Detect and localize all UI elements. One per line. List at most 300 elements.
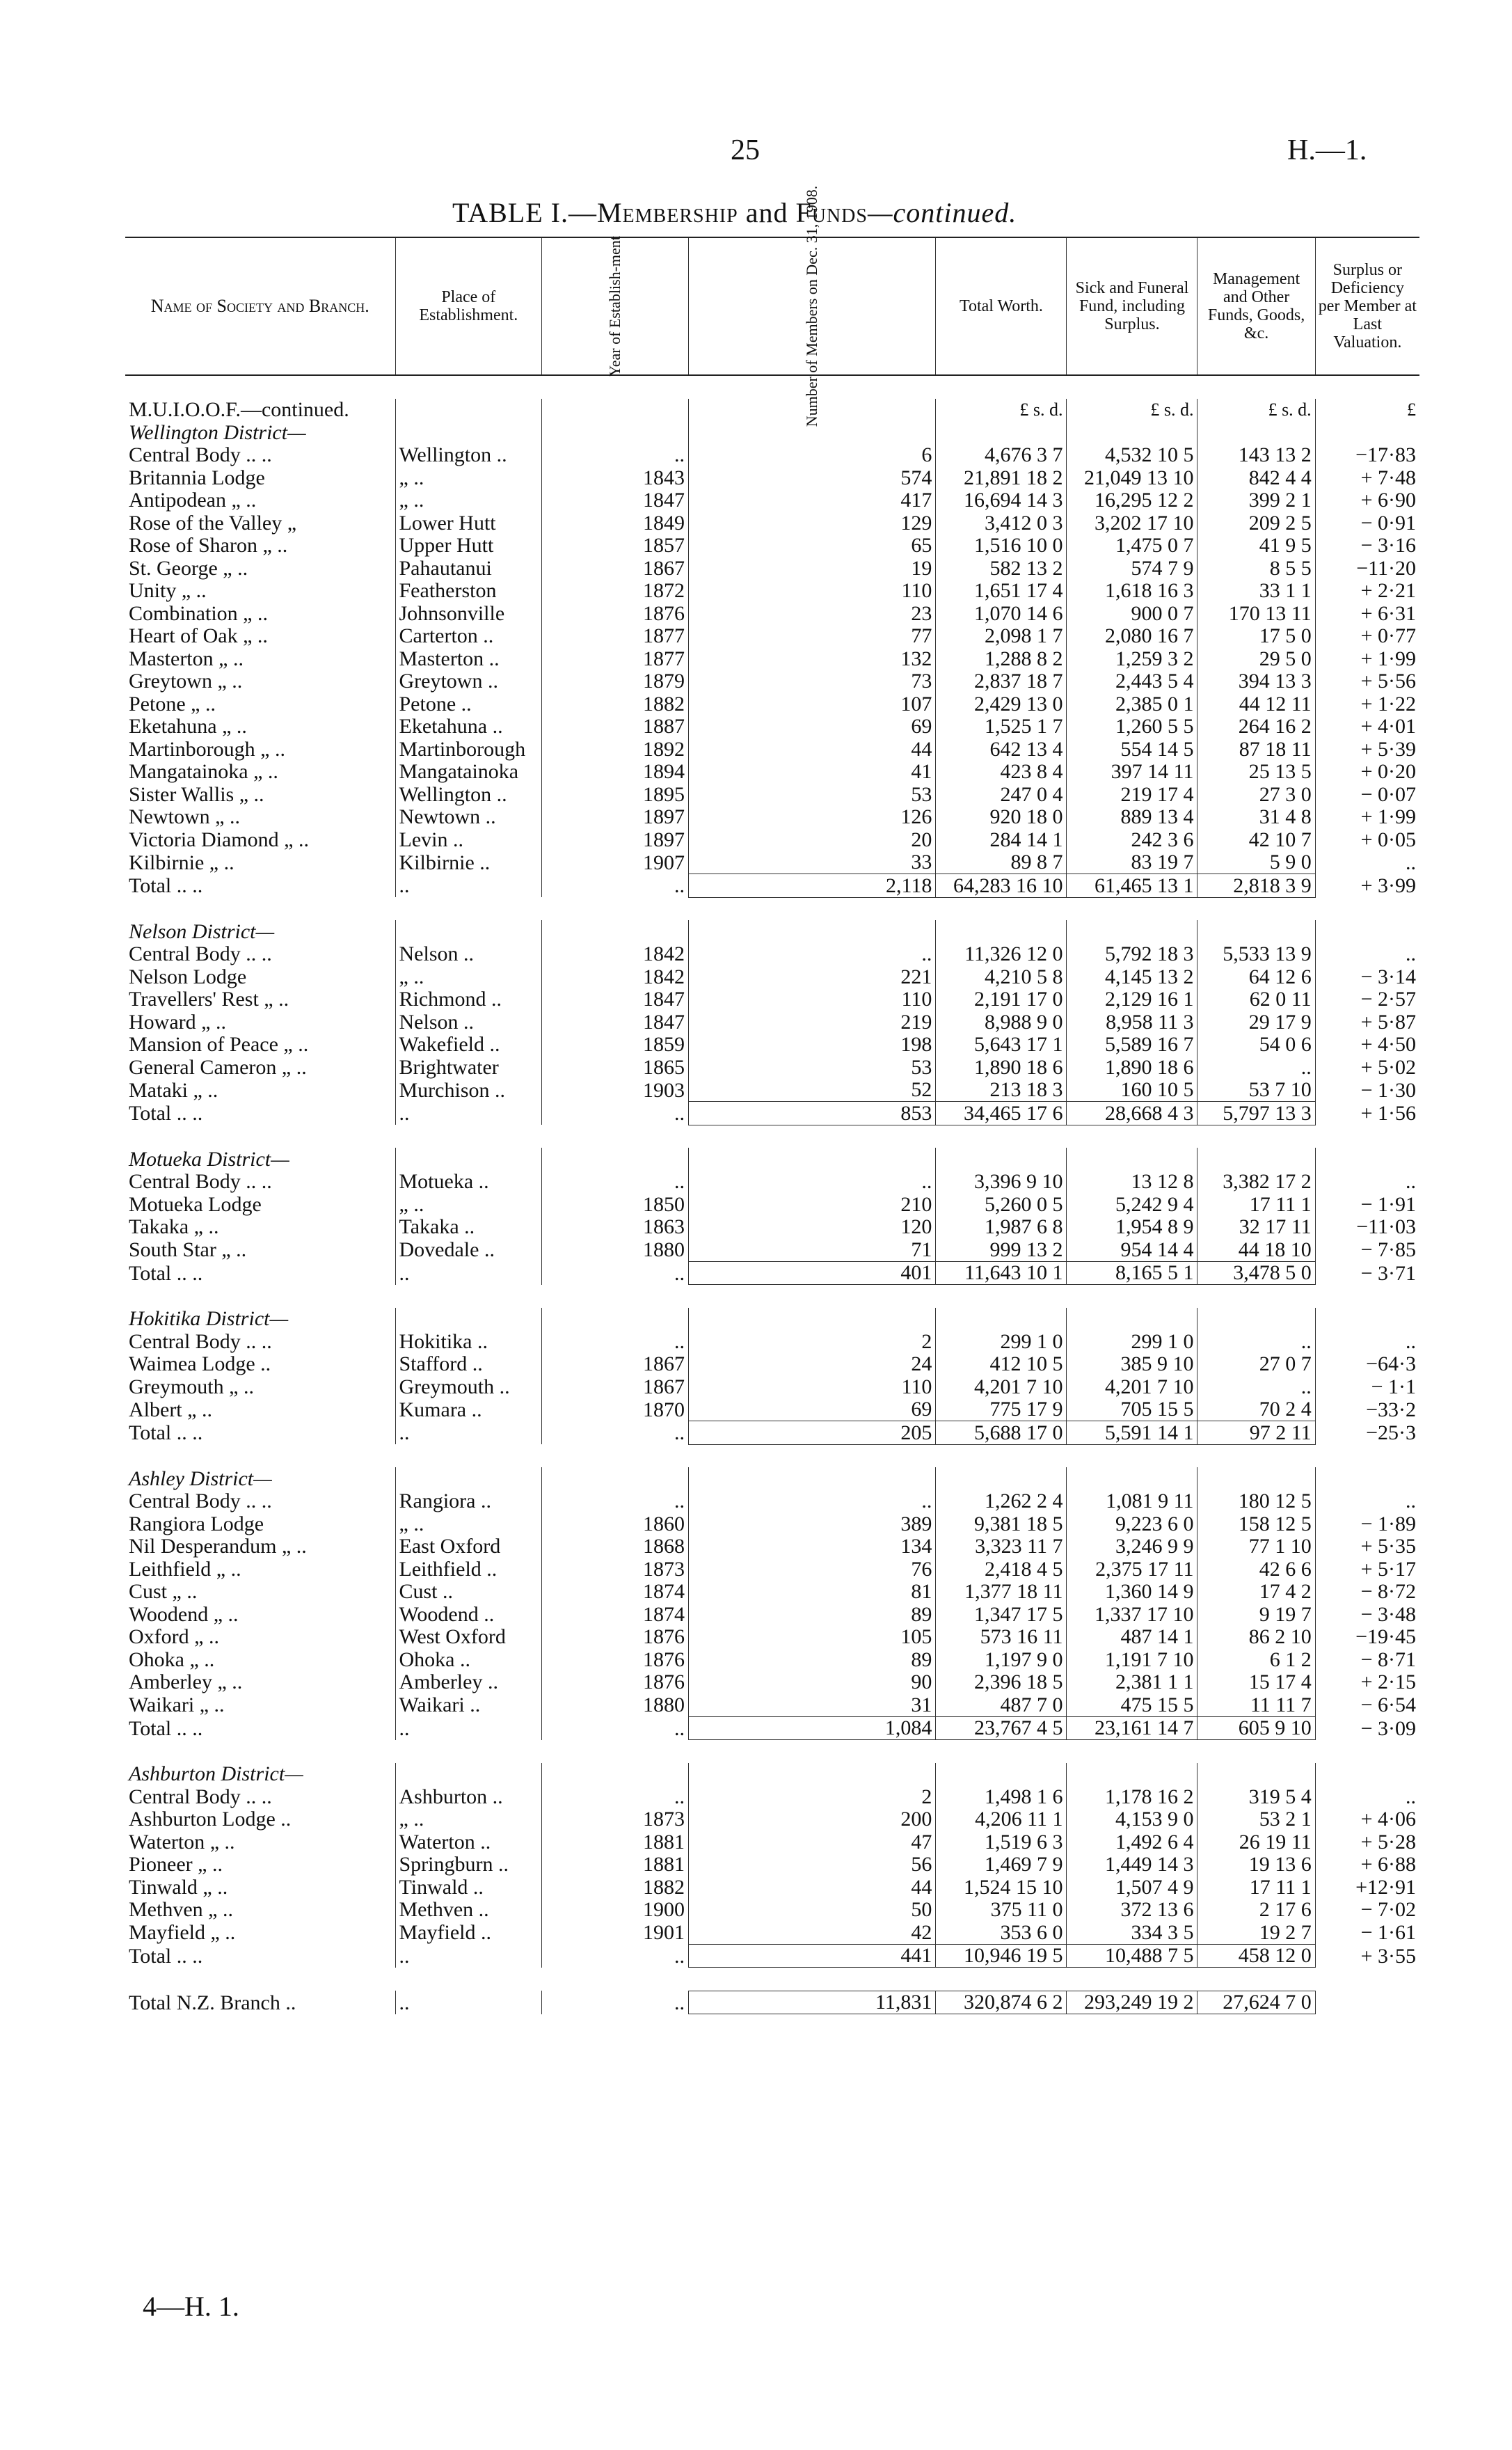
- cell-year: 1881: [542, 1831, 689, 1854]
- total-sick: 10,488 7 5: [1067, 1944, 1197, 1968]
- table-row: [125, 716, 1419, 738]
- district-title: Wellington District—: [129, 420, 306, 444]
- cell-year: 1867: [542, 1353, 689, 1376]
- cell-worth: 21,891 18 2: [936, 466, 1067, 489]
- cell-place: Waterton ..: [395, 1831, 542, 1854]
- cell-members: 47: [688, 1831, 935, 1854]
- cell-place: „ ..: [395, 1193, 542, 1216]
- cell-mgmt: 17 4 2: [1197, 1581, 1315, 1604]
- cell-members: 417: [688, 489, 935, 512]
- cell-place: Brightwater: [395, 1056, 542, 1079]
- cell-sick: 4,145 13 2: [1067, 965, 1197, 988]
- document-ref: H.—1.: [1287, 134, 1367, 166]
- grand-total-label: Total N.Z. Branch ..: [129, 1991, 296, 2014]
- cell-worth: 3,323 11 7: [936, 1535, 1067, 1558]
- cell-mgmt: 180 12 5: [1197, 1490, 1315, 1513]
- cell-members: 53: [688, 1056, 935, 1079]
- cell-place: Nelson ..: [395, 1011, 542, 1034]
- total-surplus: − 3·71: [1315, 1261, 1419, 1285]
- table-row: [125, 1603, 1419, 1626]
- branch-name: Victoria Diamond „ ..: [129, 828, 309, 851]
- cell-place: „ ..: [395, 1808, 542, 1831]
- cell-sick: 242 3 6: [1067, 828, 1197, 851]
- cell-sick: 160 10 5: [1067, 1079, 1197, 1102]
- cell-worth: 299 1 0: [936, 1330, 1067, 1353]
- cell-place: Murchison ..: [395, 1079, 542, 1102]
- cell-worth: 1,070 14 6: [936, 602, 1067, 625]
- total-sick: 23,161 14 7: [1067, 1716, 1197, 1740]
- cell-members: 2: [688, 1330, 935, 1353]
- cell-members: 120: [688, 1216, 935, 1239]
- cell-mgmt: 53 7 10: [1197, 1079, 1315, 1102]
- cell-worth: 247 0 4: [936, 783, 1067, 806]
- cell-sick: 13 12 8: [1067, 1171, 1197, 1194]
- branch-name: General Cameron „ ..: [129, 1055, 307, 1079]
- cell-members: 65: [688, 535, 935, 558]
- cell-sick: 3,246 9 9: [1067, 1535, 1197, 1558]
- district-total-row: [125, 1102, 1419, 1125]
- total-place: ..: [395, 1261, 542, 1285]
- district-header: [125, 421, 1419, 444]
- cell-surplus: + 4·06: [1315, 1808, 1419, 1831]
- cell-members: ..: [688, 1490, 935, 1513]
- cell-year: 1873: [542, 1558, 689, 1581]
- cell-surplus: + 5·87: [1315, 1011, 1419, 1034]
- cell-place: Upper Hutt: [395, 535, 542, 558]
- cell-mgmt: 209 2 5: [1197, 512, 1315, 535]
- total-sick: 5,591 14 1: [1067, 1421, 1197, 1445]
- cell-year: 1859: [542, 1034, 689, 1057]
- cell-place: Pahautanui: [395, 557, 542, 580]
- cell-worth: 5,643 17 1: [936, 1034, 1067, 1057]
- cell-year: 1903: [542, 1079, 689, 1102]
- cell-mgmt: 17 11 1: [1197, 1193, 1315, 1216]
- cell-members: 110: [688, 1375, 935, 1398]
- cell-members: 42: [688, 1921, 935, 1944]
- cell-worth: 573 16 11: [936, 1626, 1067, 1649]
- cell-surplus: + 1·22: [1315, 693, 1419, 716]
- cell-mgmt: 170 13 11: [1197, 602, 1315, 625]
- cell-place: Petone ..: [395, 693, 542, 716]
- grand-total-row: [125, 1991, 1419, 2014]
- cell-sick: 574 7 9: [1067, 557, 1197, 580]
- cell-surplus: + 0·77: [1315, 625, 1419, 648]
- branch-name: Waikari „ ..: [129, 1693, 225, 1716]
- cell-year: 1865: [542, 1056, 689, 1079]
- cell-mgmt: ..: [1197, 1330, 1315, 1353]
- cell-place: Cust ..: [395, 1581, 542, 1604]
- cell-place: Takaka ..: [395, 1216, 542, 1239]
- cell-place: Wakefield ..: [395, 1034, 542, 1057]
- cell-sick: 1,178 16 2: [1067, 1785, 1197, 1808]
- cell-surplus: + 5·35: [1315, 1535, 1419, 1558]
- table-row: [125, 1353, 1419, 1376]
- cell-sick: 3,202 17 10: [1067, 512, 1197, 535]
- district-total-row: [125, 1261, 1419, 1285]
- cell-worth: 1,524 15 10: [936, 1876, 1067, 1899]
- cell-sick: 1,507 4 9: [1067, 1876, 1197, 1899]
- cell-surplus: ..: [1315, 943, 1419, 966]
- table-row: [125, 444, 1419, 467]
- cell-members: 89: [688, 1603, 935, 1626]
- cell-year: 1857: [542, 535, 689, 558]
- cell-year: 1850: [542, 1193, 689, 1216]
- cell-mgmt: 5,533 13 9: [1197, 943, 1315, 966]
- cell-place: Masterton ..: [395, 647, 542, 670]
- district-title: Nelson District—: [129, 919, 275, 943]
- table-row: [125, 1034, 1419, 1057]
- cell-year: ..: [542, 1490, 689, 1513]
- total-place: ..: [395, 1944, 542, 1968]
- total-place: ..: [395, 1102, 542, 1125]
- cell-mgmt: 25 13 5: [1197, 761, 1315, 784]
- cell-worth: 1,469 7 9: [936, 1854, 1067, 1876]
- branch-name: Rose of the Valley „: [129, 511, 297, 535]
- cell-year: 1877: [542, 647, 689, 670]
- cell-year: 1876: [542, 602, 689, 625]
- cell-year: 1847: [542, 489, 689, 512]
- total-surplus: + 3·55: [1315, 1944, 1419, 1968]
- branch-name: Central Body .. ..: [129, 1170, 272, 1193]
- table-row: [125, 580, 1419, 603]
- branch-name: Combination „ ..: [129, 601, 268, 625]
- branch-name: Ohoka „ ..: [129, 1647, 215, 1671]
- cell-year: 1860: [542, 1512, 689, 1535]
- cell-sick: 900 0 7: [1067, 602, 1197, 625]
- total-members: 205: [688, 1421, 935, 1445]
- grand-total-worth: 320,874 6 2: [936, 1991, 1067, 2014]
- cell-year: 1879: [542, 670, 689, 693]
- district-header: [125, 1148, 1419, 1171]
- district-title: Motueka District—: [129, 1147, 289, 1171]
- cell-sick: 372 13 6: [1067, 1899, 1197, 1922]
- cell-year: 1870: [542, 1398, 689, 1421]
- cell-worth: 775 17 9: [936, 1398, 1067, 1421]
- cell-mgmt: 19 2 7: [1197, 1921, 1315, 1944]
- cell-place: „ ..: [395, 965, 542, 988]
- cell-place: Motueka ..: [395, 1171, 542, 1194]
- cell-surplus: − 1·61: [1315, 1921, 1419, 1944]
- branch-name: Albert „ ..: [129, 1398, 212, 1421]
- cell-place: Kilbirnie ..: [395, 851, 542, 874]
- cell-place: Waikari ..: [395, 1693, 542, 1716]
- cell-mgmt: 27 3 0: [1197, 783, 1315, 806]
- cell-worth: 4,676 3 7: [936, 444, 1067, 467]
- total-members: 1,084: [688, 1716, 935, 1740]
- cell-mgmt: 41 9 5: [1197, 535, 1315, 558]
- cell-worth: 1,987 6 8: [936, 1216, 1067, 1239]
- cell-members: 23: [688, 602, 935, 625]
- cell-mgmt: 394 13 3: [1197, 670, 1315, 693]
- cell-worth: 1,288 8 2: [936, 647, 1067, 670]
- table-row: [125, 535, 1419, 558]
- total-sick: 28,668 4 3: [1067, 1102, 1197, 1125]
- cell-place: Nelson ..: [395, 943, 542, 966]
- cell-year: 1868: [542, 1535, 689, 1558]
- cell-surplus: ..: [1315, 851, 1419, 874]
- cell-sick: 299 1 0: [1067, 1330, 1197, 1353]
- cell-worth: 999 13 2: [936, 1238, 1067, 1261]
- cell-worth: 4,201 7 10: [936, 1375, 1067, 1398]
- cell-year: 1877: [542, 625, 689, 648]
- cell-members: 110: [688, 580, 935, 603]
- cell-year: 1901: [542, 1921, 689, 1944]
- branch-name: Mansion of Peace „ ..: [129, 1033, 309, 1056]
- cell-place: Carterton ..: [395, 625, 542, 648]
- cell-sick: 83 19 7: [1067, 851, 1197, 874]
- table-row: [125, 965, 1419, 988]
- branch-name: Central Body .. ..: [129, 443, 272, 466]
- district-header: [125, 920, 1419, 943]
- branch-name: Greymouth „ ..: [129, 1375, 254, 1398]
- total-members: 401: [688, 1261, 935, 1285]
- cell-mgmt: 64 12 6: [1197, 965, 1315, 988]
- cell-year: 1874: [542, 1581, 689, 1604]
- cell-members: ..: [688, 943, 935, 966]
- cell-sick: 705 15 5: [1067, 1398, 1197, 1421]
- total-year: ..: [542, 1944, 689, 1968]
- branch-name: Ashburton Lodge ..: [129, 1808, 292, 1831]
- cell-sick: 2,080 16 7: [1067, 625, 1197, 648]
- cell-sick: 1,259 3 2: [1067, 647, 1197, 670]
- cell-sick: 2,443 5 4: [1067, 670, 1197, 693]
- cell-place: Wellington ..: [395, 444, 542, 467]
- cell-sick: 397 14 11: [1067, 761, 1197, 784]
- cell-surplus: + 2·15: [1315, 1671, 1419, 1694]
- cell-mgmt: 17 5 0: [1197, 625, 1315, 648]
- table-row: [125, 1808, 1419, 1831]
- branch-name: St. George „ ..: [129, 556, 248, 580]
- cell-sick: 5,792 18 3: [1067, 943, 1197, 966]
- district-header: [125, 1308, 1419, 1331]
- cell-worth: 1,525 1 7: [936, 716, 1067, 738]
- total-surplus: + 3·99: [1315, 874, 1419, 898]
- cell-surplus: −11·20: [1315, 557, 1419, 580]
- cell-place: Stafford ..: [395, 1353, 542, 1376]
- cell-sick: 4,153 9 0: [1067, 1808, 1197, 1831]
- cell-place: Greytown ..: [395, 670, 542, 693]
- table-row: [125, 1831, 1419, 1854]
- cell-surplus: − 8·71: [1315, 1648, 1419, 1671]
- cell-members: 132: [688, 647, 935, 670]
- cell-mgmt: 842 4 4: [1197, 466, 1315, 489]
- branch-name: Sister Wallis „ ..: [129, 782, 264, 806]
- table-row: [125, 828, 1419, 851]
- total-label: Total .. ..: [129, 1261, 203, 1285]
- cell-members: 52: [688, 1079, 935, 1102]
- total-worth: 10,946 19 5: [936, 1944, 1067, 1968]
- cell-surplus: + 5·17: [1315, 1558, 1419, 1581]
- cell-place: Greymouth ..: [395, 1375, 542, 1398]
- table-row: [125, 693, 1419, 716]
- table-row: [125, 1330, 1419, 1353]
- cell-sick: 385 9 10: [1067, 1353, 1197, 1376]
- cell-mgmt: 31 4 8: [1197, 806, 1315, 829]
- table-row: [125, 1899, 1419, 1922]
- cell-year: 1867: [542, 557, 689, 580]
- cell-place: Dovedale ..: [395, 1238, 542, 1261]
- cell-surplus: + 2·21: [1315, 580, 1419, 603]
- branch-name: Petone „ ..: [129, 692, 216, 716]
- cell-place: Ashburton ..: [395, 1785, 542, 1808]
- total-label: Total .. ..: [129, 1944, 203, 1968]
- cell-sick: 1,337 17 10: [1067, 1603, 1197, 1626]
- cell-worth: 9,381 18 5: [936, 1512, 1067, 1535]
- district-header: [125, 1763, 1419, 1786]
- units-mgmt: £ s. d.: [1197, 399, 1315, 422]
- cell-worth: 1,197 9 0: [936, 1648, 1067, 1671]
- cell-year: 1897: [542, 828, 689, 851]
- cell-members: 221: [688, 965, 935, 988]
- cell-year: ..: [542, 1785, 689, 1808]
- cell-sick: 1,890 18 6: [1067, 1056, 1197, 1079]
- branch-name: Waimea Lodge ..: [129, 1352, 271, 1375]
- cell-members: 574: [688, 466, 935, 489]
- cell-worth: 11,326 12 0: [936, 943, 1067, 966]
- cell-members: 31: [688, 1693, 935, 1716]
- cell-place: Mayfield ..: [395, 1921, 542, 1944]
- cell-place: Eketahuna ..: [395, 716, 542, 738]
- cell-members: 20: [688, 828, 935, 851]
- branch-name: Pioneer „ ..: [129, 1853, 223, 1876]
- col-place: Place of Establishment.: [395, 237, 542, 375]
- cell-members: 389: [688, 1512, 935, 1535]
- cell-sick: 219 17 4: [1067, 783, 1197, 806]
- cell-sick: 4,201 7 10: [1067, 1375, 1197, 1398]
- cell-members: 198: [688, 1034, 935, 1057]
- cell-surplus: + 6·31: [1315, 602, 1419, 625]
- cell-surplus: − 8·72: [1315, 1581, 1419, 1604]
- total-members: 441: [688, 1944, 935, 1968]
- cell-sick: 1,260 5 5: [1067, 716, 1197, 738]
- cell-worth: 5,260 0 5: [936, 1193, 1067, 1216]
- cell-surplus: + 5·56: [1315, 670, 1419, 693]
- total-place: ..: [395, 874, 542, 898]
- cell-worth: 1,262 2 4: [936, 1490, 1067, 1513]
- cell-sick: 334 3 5: [1067, 1921, 1197, 1944]
- cell-surplus: − 3·48: [1315, 1603, 1419, 1626]
- col-worth: Total Worth.: [936, 237, 1067, 375]
- cell-mgmt: 29 17 9: [1197, 1011, 1315, 1034]
- branch-name: Rose of Sharon „ ..: [129, 534, 288, 557]
- col-sick: Sick and Funeral Fund, including Surplus.: [1067, 237, 1197, 375]
- district-title: Ashburton District—: [129, 1762, 303, 1785]
- cell-members: 53: [688, 783, 935, 806]
- table-row: [125, 1558, 1419, 1581]
- cell-year: 1876: [542, 1648, 689, 1671]
- cell-year: 1842: [542, 965, 689, 988]
- cell-members: 41: [688, 761, 935, 784]
- cell-year: 1895: [542, 783, 689, 806]
- cell-worth: 16,694 14 3: [936, 489, 1067, 512]
- cell-year: 1880: [542, 1238, 689, 1261]
- table-row: [125, 557, 1419, 580]
- cell-mgmt: 11 11 7: [1197, 1693, 1315, 1716]
- total-year: ..: [542, 874, 689, 898]
- table-row: [125, 1079, 1419, 1102]
- cell-worth: 3,396 9 10: [936, 1171, 1067, 1194]
- cell-place: Kumara ..: [395, 1398, 542, 1421]
- cell-sick: 1,618 16 3: [1067, 580, 1197, 603]
- cell-mgmt: 42 6 6: [1197, 1558, 1315, 1581]
- branch-name: Heart of Oak „ ..: [129, 624, 268, 647]
- branch-name: Britannia Lodge: [129, 466, 265, 489]
- cell-surplus: +12·91: [1315, 1876, 1419, 1899]
- total-label: Total .. ..: [129, 874, 203, 897]
- cell-sick: 1,492 6 4: [1067, 1831, 1197, 1854]
- cell-mgmt: 44 12 11: [1197, 693, 1315, 716]
- cell-mgmt: ..: [1197, 1375, 1315, 1398]
- cell-members: 44: [688, 738, 935, 761]
- cell-sick: 5,242 9 4: [1067, 1193, 1197, 1216]
- cell-worth: 4,206 11 1: [936, 1808, 1067, 1831]
- cell-mgmt: 53 2 1: [1197, 1808, 1315, 1831]
- cell-surplus: + 4·01: [1315, 716, 1419, 738]
- cell-sick: 1,475 0 7: [1067, 535, 1197, 558]
- cell-worth: 920 18 0: [936, 806, 1067, 829]
- total-mgmt: 3,478 5 0: [1197, 1261, 1315, 1285]
- table-row: [125, 1671, 1419, 1694]
- total-mgmt: 97 2 11: [1197, 1421, 1315, 1445]
- cell-surplus: ..: [1315, 1490, 1419, 1513]
- cell-sick: 954 14 4: [1067, 1238, 1197, 1261]
- total-year: ..: [542, 1716, 689, 1740]
- cell-place: Featherston: [395, 580, 542, 603]
- district-total-row: [125, 1716, 1419, 1740]
- cell-surplus: + 0·05: [1315, 828, 1419, 851]
- branch-name: Central Body .. ..: [129, 1329, 272, 1353]
- district-total-row: [125, 874, 1419, 898]
- cell-mgmt: 19 13 6: [1197, 1854, 1315, 1876]
- cell-year: 1873: [542, 1808, 689, 1831]
- branch-name: Mangatainoka „ ..: [129, 760, 278, 783]
- cell-surplus: −33·2: [1315, 1398, 1419, 1421]
- total-year: ..: [542, 1421, 689, 1445]
- district-title: Hokitika District—: [129, 1307, 289, 1330]
- cell-surplus: ..: [1315, 1171, 1419, 1194]
- branch-name: Nelson Lodge: [129, 965, 247, 988]
- cell-year: 1849: [542, 512, 689, 535]
- table-row: [125, 738, 1419, 761]
- branch-name: Greytown „ ..: [129, 670, 243, 693]
- cell-year: 1907: [542, 851, 689, 874]
- branch-name: Howard „ ..: [129, 1010, 226, 1034]
- branch-name: Travellers' Rest „ ..: [129, 988, 289, 1011]
- cell-surplus: + 0·20: [1315, 761, 1419, 784]
- cell-surplus: − 6·54: [1315, 1693, 1419, 1716]
- cell-year: ..: [542, 444, 689, 467]
- cell-sick: 487 14 1: [1067, 1626, 1197, 1649]
- cell-surplus: −11·03: [1315, 1216, 1419, 1239]
- cell-sick: 889 13 4: [1067, 806, 1197, 829]
- table-row: [125, 670, 1419, 693]
- table-row: [125, 1921, 1419, 1944]
- cell-surplus: + 7·48: [1315, 466, 1419, 489]
- cell-place: Leithfield ..: [395, 1558, 542, 1581]
- cell-members: 69: [688, 716, 935, 738]
- cell-members: 50: [688, 1899, 935, 1922]
- cell-surplus: − 1·30: [1315, 1079, 1419, 1102]
- cell-members: 126: [688, 806, 935, 829]
- branch-name: Cust „ ..: [129, 1580, 198, 1603]
- cell-mgmt: 27 0 7: [1197, 1353, 1315, 1376]
- branch-name: Central Body .. ..: [129, 1489, 272, 1512]
- cell-place: Mangatainoka: [395, 761, 542, 784]
- col-surplus: Surplus or Deficiency per Member at Last Valuation.: [1315, 237, 1419, 375]
- units-worth: £ s. d.: [936, 399, 1067, 422]
- table-row: [125, 783, 1419, 806]
- cell-surplus: − 1·91: [1315, 1193, 1419, 1216]
